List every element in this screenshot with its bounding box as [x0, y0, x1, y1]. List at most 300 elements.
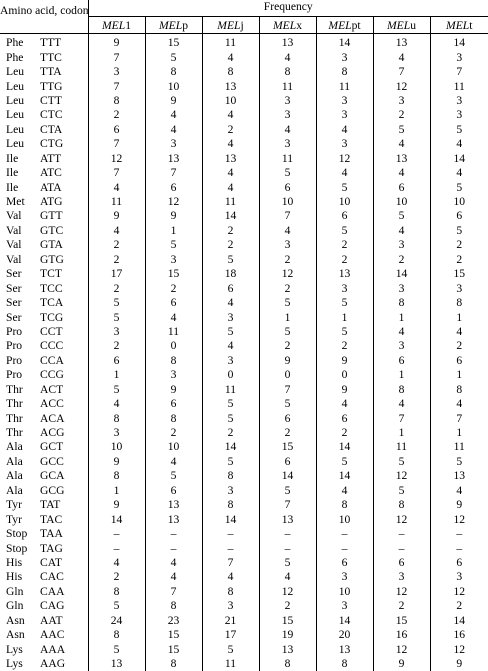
column-header-prefix: MEL [102, 19, 125, 32]
frequency-cell: 8 [145, 657, 202, 671]
table-row [0, 79, 488, 93]
table-row [0, 310, 488, 324]
codon-cell: CCG [40, 368, 88, 382]
frequency-cell: 15 [373, 614, 430, 628]
frequency-cell: 1 [88, 368, 145, 382]
amino-acid-cell: Ile [0, 166, 40, 180]
frequency-cell: 5 [316, 180, 373, 194]
frequency-cell: 6 [373, 354, 430, 368]
codon-cell: GCG [40, 484, 88, 498]
amino-acid-cell: Leu [0, 137, 40, 151]
column-header-suffix: t [469, 19, 472, 32]
frequency-cell: 6 [88, 123, 145, 137]
table-row [0, 209, 488, 223]
table-row [0, 599, 488, 613]
frequency-cell: 14 [316, 614, 373, 628]
table-row [0, 498, 488, 512]
frequency-cell: 2 [259, 599, 316, 613]
frequency-cell: 1 [430, 368, 488, 382]
frequency-cell: 10 [430, 195, 488, 209]
frequency-cell: 1 [430, 310, 488, 324]
frequency-cell: 7 [202, 556, 259, 570]
frequency-cell: 8 [316, 657, 373, 671]
frequency-cell: 4 [88, 556, 145, 570]
frequency-cell: 5 [88, 642, 145, 656]
frequency-cell: 2 [145, 281, 202, 295]
frequency-cell: 11 [316, 79, 373, 93]
amino-acid-cell: Ser [0, 267, 40, 281]
frequency-cell: – [88, 541, 145, 555]
frequency-cell: 4 [202, 50, 259, 64]
frequency-cell: 13 [145, 152, 202, 166]
frequency-cell: 5 [316, 224, 373, 238]
table-row [0, 339, 488, 353]
codon-cell: TAA [40, 527, 88, 541]
frequency-cell: 5 [316, 296, 373, 310]
codon-cell: TTA [40, 65, 88, 79]
frequency-cell: 2 [259, 253, 316, 267]
codon-cell: TAT [40, 498, 88, 512]
codon-cell: TAG [40, 541, 88, 555]
frequency-cell: 13 [316, 642, 373, 656]
column-header-prefix: MEL [159, 19, 182, 32]
codon-cell: CTG [40, 137, 88, 151]
codon-cell: TCG [40, 310, 88, 324]
amino-acid-cell: Gln [0, 599, 40, 613]
frequency-cell: 3 [88, 325, 145, 339]
frequency-cell: 10 [316, 195, 373, 209]
amino-acid-cell: Ile [0, 152, 40, 166]
table-row [0, 368, 488, 382]
frequency-cell: 6 [430, 209, 488, 223]
frequency-cell: 14 [202, 209, 259, 223]
table-row [0, 383, 488, 397]
frequency-cell: 5 [202, 253, 259, 267]
frequency-cell: 7 [373, 65, 430, 79]
column-header-prefix: MEL [217, 19, 240, 32]
amino-acid-cell: Ala [0, 455, 40, 469]
frequency-cell: 15 [259, 440, 316, 454]
frequency-cell: 3 [145, 253, 202, 267]
frequency-cell: 2 [202, 224, 259, 238]
frequency-cell: 15 [430, 267, 488, 281]
frequency-cell: 5 [202, 642, 259, 656]
amino-acid-cell: Ala [0, 484, 40, 498]
frequency-cell: 7 [259, 383, 316, 397]
frequency-cell: 10 [373, 195, 430, 209]
frequency-cell: 9 [145, 383, 202, 397]
frequency-cell: 5 [202, 455, 259, 469]
frequency-cell: 5 [316, 455, 373, 469]
frequency-cell: 3 [316, 137, 373, 151]
frequency-cell: 3 [259, 238, 316, 252]
amino-acid-cell: Val [0, 209, 40, 223]
frequency-cell: 8 [373, 383, 430, 397]
frequency-cell: 3 [430, 108, 488, 122]
frequency-cell: 9 [373, 657, 430, 671]
table-row [0, 34, 488, 51]
amino-acid-cell: Val [0, 253, 40, 267]
frequency-cell: 2 [88, 253, 145, 267]
frequency-cell: 8 [202, 469, 259, 483]
frequency-cell: 4 [145, 455, 202, 469]
frequency-cell: 8 [88, 469, 145, 483]
amino-acid-cell: Thr [0, 426, 40, 440]
column-header [145, 17, 202, 34]
frequency-cell: 13 [202, 79, 259, 93]
frequency-cell: 2 [316, 426, 373, 440]
frequency-cell: 3 [430, 50, 488, 64]
frequency-cell: 14 [316, 34, 373, 51]
frequency-cell: 9 [88, 34, 145, 51]
frequency-cell: 2 [430, 253, 488, 267]
amino-acid-cell: Asn [0, 614, 40, 628]
frequency-cell: 12 [373, 585, 430, 599]
frequency-cell: 5 [259, 296, 316, 310]
amino-acid-cell: Asn [0, 628, 40, 642]
frequency-cell: 7 [145, 166, 202, 180]
frequency-cell: 8 [88, 411, 145, 425]
column-header-suffix: u [410, 19, 416, 32]
frequency-cell: 10 [145, 79, 202, 93]
table-row [0, 325, 488, 339]
frequency-cell: 15 [145, 34, 202, 51]
codon-cell: ATT [40, 152, 88, 166]
frequency-cell: 3 [316, 50, 373, 64]
frequency-cell: 5 [430, 455, 488, 469]
frequency-cell: 5 [430, 180, 488, 194]
frequency-cell: 3 [316, 599, 373, 613]
frequency-cell: 10 [259, 195, 316, 209]
frequency-cell: 4 [202, 296, 259, 310]
codon-cell: CCC [40, 339, 88, 353]
frequency-cell: 0 [145, 339, 202, 353]
frequency-cell: 1 [145, 224, 202, 238]
frequency-cell: 2 [202, 238, 259, 252]
frequency-cell: 14 [430, 34, 488, 51]
amino-acid-cell: Leu [0, 123, 40, 137]
frequency-cell: 11 [259, 152, 316, 166]
table-row [0, 354, 488, 368]
frequency-cell: 10 [316, 512, 373, 526]
amino-acid-cell: Leu [0, 79, 40, 93]
frequency-cell: 4 [316, 397, 373, 411]
frequency-cell: 4 [259, 50, 316, 64]
frequency-cell: 4 [430, 484, 488, 498]
frequency-cell: 12 [373, 469, 430, 483]
frequency-cell: 1 [373, 368, 430, 382]
frequency-cell: 7 [145, 585, 202, 599]
codon-cell: ACC [40, 397, 88, 411]
frequency-cell: 5 [259, 325, 316, 339]
amino-acid-cell: Pro [0, 354, 40, 368]
amino-acid-cell: Phe [0, 34, 40, 51]
frequency-cell: 8 [259, 65, 316, 79]
frequency-cell: 9 [316, 354, 373, 368]
codon-cell: ACG [40, 426, 88, 440]
frequency-cell: 4 [316, 123, 373, 137]
frequency-cell: 6 [373, 180, 430, 194]
frequency-cell: 5 [202, 325, 259, 339]
frequency-cell: 15 [145, 267, 202, 281]
frequency-cell: 3 [259, 108, 316, 122]
frequency-cell: 13 [316, 267, 373, 281]
frequency-cell: 4 [430, 397, 488, 411]
table-row [0, 166, 488, 180]
table-row [0, 484, 488, 498]
amino-acid-cell: Met [0, 195, 40, 209]
frequency-cell: 1 [430, 426, 488, 440]
frequency-cell: 5 [430, 123, 488, 137]
frequency-cell: 5 [88, 383, 145, 397]
frequency-cell: – [145, 527, 202, 541]
frequency-cell: 7 [430, 65, 488, 79]
codon-cell: ACT [40, 383, 88, 397]
frequency-cell: 12 [373, 79, 430, 93]
frequency-cell: – [373, 527, 430, 541]
frequency-cell: 13 [145, 512, 202, 526]
frequency-cell: 5 [259, 166, 316, 180]
frequency-cell: 12 [430, 512, 488, 526]
frequency-cell: 13 [202, 152, 259, 166]
frequency-cell: 6 [430, 354, 488, 368]
frequency-cell: 2 [430, 339, 488, 353]
frequency-cell: 3 [373, 281, 430, 295]
frequency-cell: 3 [430, 281, 488, 295]
frequency-cell: 2 [88, 281, 145, 295]
frequency-cell: 14 [430, 152, 488, 166]
frequency-cell: 4 [202, 180, 259, 194]
column-header [259, 17, 316, 34]
amino-acid-cell: Ala [0, 440, 40, 454]
table-row [0, 614, 488, 628]
frequency-cell: 3 [430, 94, 488, 108]
frequency-cell: – [202, 527, 259, 541]
frequency-cell: 8 [316, 65, 373, 79]
amino-acid-cell: Thr [0, 383, 40, 397]
frequency-cell: 3 [373, 339, 430, 353]
frequency-cell: 2 [88, 108, 145, 122]
frequency-cell: 10 [88, 440, 145, 454]
amino-acid-cell: Gln [0, 585, 40, 599]
table-row [0, 628, 488, 642]
frequency-cell: 5 [373, 123, 430, 137]
frequency-cell: 14 [316, 440, 373, 454]
codon-cell: TCT [40, 267, 88, 281]
table-row [0, 281, 488, 295]
frequency-cell: 9 [88, 209, 145, 223]
table-row [0, 123, 488, 137]
table-row [0, 642, 488, 656]
codon-cell: TTG [40, 79, 88, 93]
column-header-suffix: j [240, 19, 243, 32]
frequency-cell: – [145, 541, 202, 555]
frequency-cell: 2 [88, 570, 145, 584]
frequency-cell: 4 [88, 397, 145, 411]
frequency-cell: 4 [430, 137, 488, 151]
frequency-cell: 6 [316, 209, 373, 223]
frequency-cell: 5 [259, 484, 316, 498]
table-row [0, 541, 488, 555]
frequency-cell: 8 [373, 296, 430, 310]
frequency-cell: 20 [316, 628, 373, 642]
frequency-cell: – [259, 527, 316, 541]
frequency-cell: 4 [145, 108, 202, 122]
frequency-cell: 14 [259, 469, 316, 483]
column-header-suffix: p [182, 19, 188, 32]
frequency-cell: 4 [202, 570, 259, 584]
amino-acid-cell: Phe [0, 50, 40, 64]
codon-cell: AAA [40, 642, 88, 656]
frequency-cell: 6 [373, 556, 430, 570]
table-row [0, 512, 488, 526]
amino-acid-cell: Pro [0, 368, 40, 382]
frequency-cell: 8 [145, 354, 202, 368]
codon-cell: GTG [40, 253, 88, 267]
amino-acid-cell: Tyr [0, 512, 40, 526]
amino-acid-cell: Ser [0, 281, 40, 295]
frequency-cell: 5 [145, 50, 202, 64]
frequency-cell: 15 [145, 628, 202, 642]
frequency-cell: – [430, 527, 488, 541]
table-row [0, 137, 488, 151]
column-header [373, 17, 430, 34]
frequency-cell: 7 [373, 411, 430, 425]
frequency-cell: 5 [145, 238, 202, 252]
frequency-cell: 8 [145, 65, 202, 79]
frequency-cell: 3 [316, 281, 373, 295]
amino-acid-cell: Leu [0, 108, 40, 122]
table-row [0, 440, 488, 454]
column-header-suffix: 1 [125, 19, 131, 32]
table-row [0, 50, 488, 64]
frequency-cell: 4 [430, 166, 488, 180]
amino-acid-cell: Pro [0, 325, 40, 339]
frequency-cell: 4 [88, 224, 145, 238]
codon-cell: ATA [40, 180, 88, 194]
frequency-cell: 3 [316, 94, 373, 108]
frequency-cell: 8 [202, 498, 259, 512]
frequency-cell: 3 [88, 65, 145, 79]
codon-cell: ATG [40, 195, 88, 209]
frequency-cell: 23 [145, 614, 202, 628]
frequency-cell: 13 [430, 469, 488, 483]
column-header-prefix: MEL [273, 19, 296, 32]
frequency-cell: 4 [373, 397, 430, 411]
frequency-cell: 15 [145, 642, 202, 656]
column-header-prefix: MEL [387, 19, 410, 32]
frequency-cell: 2 [373, 253, 430, 267]
amino-acid-cell: Val [0, 224, 40, 238]
frequency-cell: 4 [202, 108, 259, 122]
frequency-cell: 2 [259, 281, 316, 295]
frequency-cell: 16 [373, 628, 430, 642]
codon-cell: AAC [40, 628, 88, 642]
frequency-cell: 4 [373, 224, 430, 238]
frequency-cell: 4 [373, 137, 430, 151]
frequency-cell: 2 [373, 108, 430, 122]
codon-cell: GTT [40, 209, 88, 223]
frequency-cell: 4 [202, 166, 259, 180]
codon-cell: TCA [40, 296, 88, 310]
frequency-cell: 17 [202, 628, 259, 642]
frequency-cell: 11 [202, 657, 259, 671]
amino-acid-cell: Stop [0, 541, 40, 555]
column-header-prefix: MEL [446, 19, 469, 32]
frequency-cell: 3 [373, 94, 430, 108]
frequency-cell: – [316, 527, 373, 541]
frequency-cell: 11 [202, 195, 259, 209]
frequency-cell: 3 [259, 137, 316, 151]
frequency-cell: 2 [145, 426, 202, 440]
amino-acid-cell: Lys [0, 642, 40, 656]
frequency-cell: 13 [373, 152, 430, 166]
codon-cell: TCC [40, 281, 88, 295]
frequency-cell: 13 [88, 657, 145, 671]
table-row [0, 570, 488, 584]
frequency-cell: 5 [88, 599, 145, 613]
frequency-cell: 8 [202, 585, 259, 599]
frequency-cell: 2 [202, 123, 259, 137]
table-row [0, 397, 488, 411]
table-row [0, 65, 488, 79]
frequency-cell: – [373, 541, 430, 555]
frequency-cell: 12 [259, 585, 316, 599]
frequency-cell: 12 [430, 585, 488, 599]
codon-cell: CCA [40, 354, 88, 368]
frequency-cell: 1 [316, 310, 373, 324]
amino-acid-cell: Val [0, 238, 40, 252]
table-body [0, 34, 488, 671]
frequency-cell: 5 [202, 411, 259, 425]
codon-cell: AAT [40, 614, 88, 628]
frequency-cell: 4 [202, 339, 259, 353]
frequency-cell: 2 [316, 339, 373, 353]
frequency-cell: 4 [259, 224, 316, 238]
frequency-cell: 4 [316, 166, 373, 180]
frequency-cell: 0 [316, 368, 373, 382]
frequency-cell: 2 [259, 339, 316, 353]
frequency-cell: 8 [88, 628, 145, 642]
frequency-cell: 8 [373, 498, 430, 512]
frequency-cell: 6 [145, 296, 202, 310]
frequency-cell: 4 [259, 570, 316, 584]
frequency-cell: 6 [88, 354, 145, 368]
table-row [0, 267, 488, 281]
frequency-cell: 3 [259, 94, 316, 108]
codon-cell: CTC [40, 108, 88, 122]
amino-acid-cell: Tyr [0, 498, 40, 512]
column-header [88, 17, 145, 34]
table-row [0, 527, 488, 541]
frequency-cell: 8 [88, 94, 145, 108]
frequency-cell: 1 [88, 484, 145, 498]
frequency-cell: 11 [202, 34, 259, 51]
frequency-cell: 1 [373, 310, 430, 324]
codon-cell: CAA [40, 585, 88, 599]
frequency-cell: 11 [430, 440, 488, 454]
frequency-cell: 11 [430, 79, 488, 93]
frequency-cell: 8 [259, 657, 316, 671]
codon-cell: TTT [40, 34, 88, 51]
frequency-cell: 6 [145, 397, 202, 411]
frequency-cell: 3 [316, 570, 373, 584]
frequency-cell: 6 [316, 411, 373, 425]
amino-acid-cell: Lys [0, 657, 40, 671]
amino-acid-cell: Ala [0, 469, 40, 483]
frequency-cell: 12 [373, 642, 430, 656]
frequency-cell: 21 [202, 614, 259, 628]
